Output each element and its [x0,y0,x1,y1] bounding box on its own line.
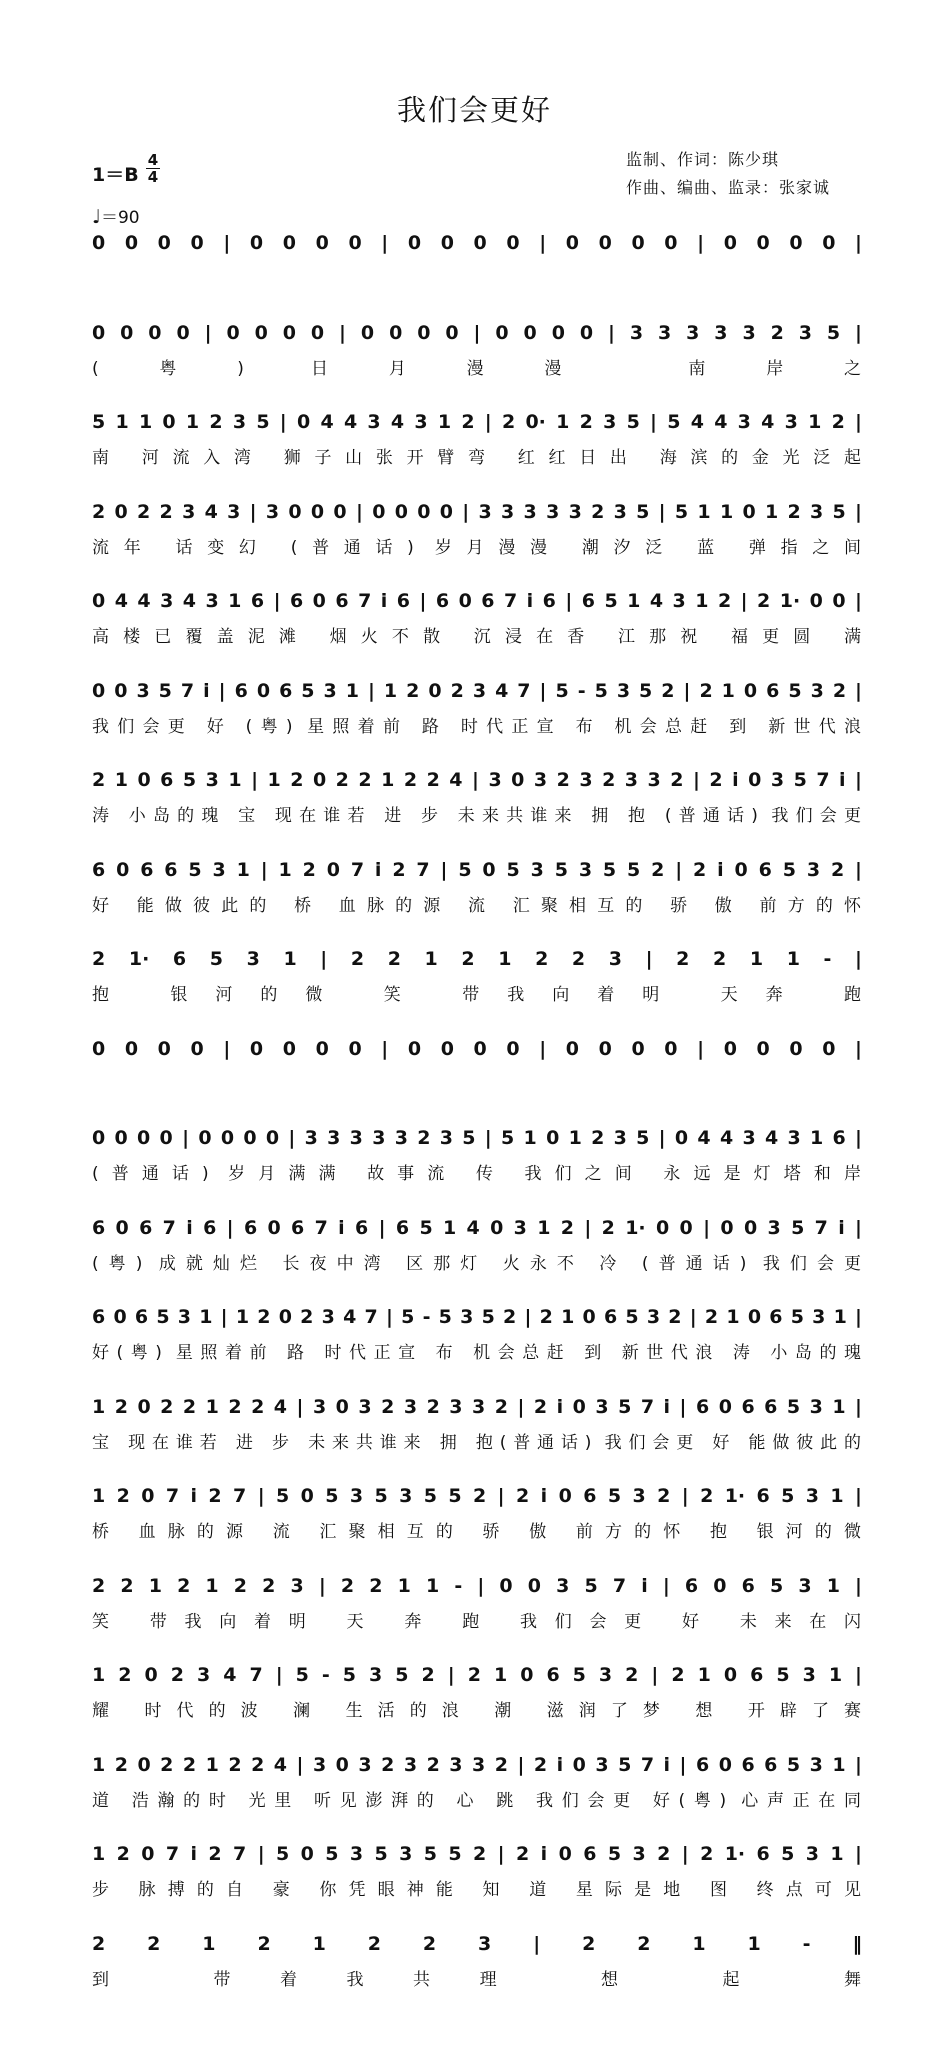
lyrics-line: 流年 话变幻 (普通话) 岁月漫漫 潮汐泛 蓝 弹指之间 [92,538,862,558]
time-signature [146,152,160,185]
quarter-note-icon: ♩ [92,206,101,228]
jianpu-notes: 1 2 0 2 2 1 2 2 4 | 3 0 3 2 3 2 3 3 2 | 2 i 0 3 5 7 i | 6 0 6 6 5 3 1 | [92,1754,862,1776]
time-signature-top: 4 [147,151,159,169]
jianpu-notes: 0 4 4 3 4 3 1 6 | 6 0 6 7 i 6 | 6 0 6 7 i 6 | 6 5 1 4 3 1 2 | 2 1· 0 0 | [92,590,862,612]
credits [626,146,830,202]
jianpu-notes: 6 0 6 7 i 6 | 6 0 6 7 i 6 | 6 5 1 4 0 3 1 2 | 2 1· 0 0 | 0 0 3 5 7 i | [92,1217,862,1239]
jianpu-notes: 1 2 0 7 i 2 7 | 5 0 5 3 5 3 5 5 2 | 2 i 0 6 5 3 2 | 2 1· 6 5 3 1 | [92,1843,862,1865]
lyrics-line: 好(粤) 星照着前 路 时代正宣 布 机会总赶 到 新世代浪 涛 小岛的瑰 [92,1343,862,1363]
jianpu-notes: 0 0 0 0 | 0 0 0 0 | 0 0 0 0 | 0 0 0 0 | 0 0 0 0 | [92,232,862,254]
lyrics-line: 好 能做彼此的 桥 血脉的源 流 汇聚相互的 骄 傲 前方的怀 [92,896,862,916]
lyrics-line: (粤) 成就灿烂 长夜中湾 区那灯 火永不 冷 (普通话) 我们会更 [92,1254,862,1274]
lyrics-line [92,266,862,292]
jianpu-notes: 1 2 0 2 3 4 7 | 5 - 5 3 5 2 | 2 1 0 6 5 3 2 | 2 1 0 6 5 3 1 | [92,1664,862,1686]
lyrics-line [92,1072,862,1098]
lyrics-line: 桥 血脉的源 流 汇聚相互的 骄 傲 前方的怀 抱 银河的微 [92,1522,862,1542]
lyrics-line: (普通话) 岁月满满 故事流 传 我们之间 永远是灯塔和岸 [92,1164,862,1184]
jianpu-notes: 6 0 6 6 5 3 1 | 1 2 0 7 i 2 7 | 5 0 5 3 5 3 5 5 2 | 2 i 0 6 5 3 2 | [92,859,862,881]
lyrics-line: 南 河流入湾 狮子山张开臂弯 红红日出 海滨的金光泛起 [92,448,862,468]
jianpu-notes: 1 2 0 2 2 1 2 2 4 | 3 0 3 2 3 2 3 3 2 | 2 i 0 3 5 7 i | 6 0 6 6 5 3 1 | [92,1396,862,1418]
lyrics-line: 步 脉搏的自 豪 你凭眼神能 知 道 星际是地 图 终点可见 [92,1880,862,1900]
jianpu-notes: 2 2 1 2 1 2 2 3 | 2 2 1 1 - ‖ [92,1933,862,1955]
lyrics-line: 高楼已覆盖泥滩 烟火不散 沉浸在香 江那祝 福更圆 满 [92,627,862,647]
jianpu-notes: 0 0 0 0 | 0 0 0 0 | 0 0 0 0 | 0 0 0 0 | 3 3 3 3 3 2 3 5 | [92,322,862,344]
credits-composer: 作曲、编曲、监录：张家诚 [626,178,831,197]
jianpu-notes: 5 1 1 0 1 2 3 5 | 0 4 4 3 4 3 1 2 | 2 0· 1 2 3 5 | 5 4 4 3 4 3 1 2 | [92,411,862,433]
lyrics-line: 宝 现在谁若 进 步 未来共谁来 拥 抱(普通话) 我们会更 好 能做彼此的 [92,1433,862,1453]
lyrics-line: 笑 带我向着明 天 奔 跑 我们会更 好 未来在闪 [92,1612,862,1632]
lyrics-line: 到 带着我共理 想 起 舞 [92,1970,862,1990]
jianpu-notes: 0 0 3 5 7 i | 6 0 6 5 3 1 | 1 2 0 2 3 4 7 | 5 - 5 3 5 2 | 2 1 0 6 5 3 2 | [92,680,862,702]
jianpu-notes: 2 2 1 2 1 2 2 3 | 2 2 1 1 - | 0 0 3 5 7 i | 6 0 6 5 3 1 | [92,1575,862,1597]
lyrics-line: (粤) 日月漫漫 南岸之 [92,359,862,379]
lyrics-line: 抱 银河的微 笑 带我向着明 天奔 跑 [92,985,862,1005]
jianpu-notes: 2 1 0 6 5 3 1 | 1 2 0 2 2 1 2 2 4 | 3 0 3 2 3 2 3 3 2 | 2 i 0 3 5 7 i | [92,769,862,791]
lyrics-line: 涛 小岛的瑰 宝 现在谁若 进 步 未来共谁来 拥 抱 (普通话) 我们会更 [92,806,862,826]
time-signature-bottom: 4 [147,168,159,186]
lyrics-line: 我们会更 好 (粤) 星照着前 路 时代正宣 布 机会总赶 到 新世代浪 [92,717,862,737]
tempo-value: ＝90 [100,208,140,228]
jianpu-notes: 0 0 0 0 | 0 0 0 0 | 0 0 0 0 | 0 0 0 0 | 0 0 0 0 | [92,1038,862,1060]
lyrics-line: 道 浩瀚的时 光里 听见澎湃的 心 跳 我们会更 好(粤) 心声正在同 [92,1791,862,1811]
lyrics-line: 耀 时代的波 澜 生活的浪 潮 滋润了梦 想 开辟了赛 [92,1701,862,1721]
jianpu-notes: 0 0 0 0 | 0 0 0 0 | 3 3 3 3 3 2 3 5 | 5 1 0 1 2 3 5 | 0 4 4 3 4 3 1 6 | [92,1127,862,1149]
jianpu-notes: 6 0 6 5 3 1 | 1 2 0 2 3 4 7 | 5 - 5 3 5 2 | 2 1 0 6 5 3 2 | 2 1 0 6 5 3 1 | [92,1306,862,1328]
song-title: 我们会更好 [396,93,552,127]
key-signature: 1＝B [92,164,139,186]
credits-lyricist: 监制、作词：陈少琪 [626,150,780,169]
jianpu-notes: 2 0 2 2 3 4 3 | 3 0 0 0 | 0 0 0 0 | 3 3 3 3 3 2 3 5 | 5 1 1 0 1 2 3 5 | [92,501,862,523]
jianpu-notes: 2 1· 6 5 3 1 | 2 2 1 2 1 2 2 3 | 2 2 1 1 - | [92,948,862,970]
tempo-marking [92,203,140,228]
jianpu-notes: 1 2 0 7 i 2 7 | 5 0 5 3 5 3 5 5 2 | 2 i 0 6 5 3 2 | 2 1· 6 5 3 1 | [92,1485,862,1507]
